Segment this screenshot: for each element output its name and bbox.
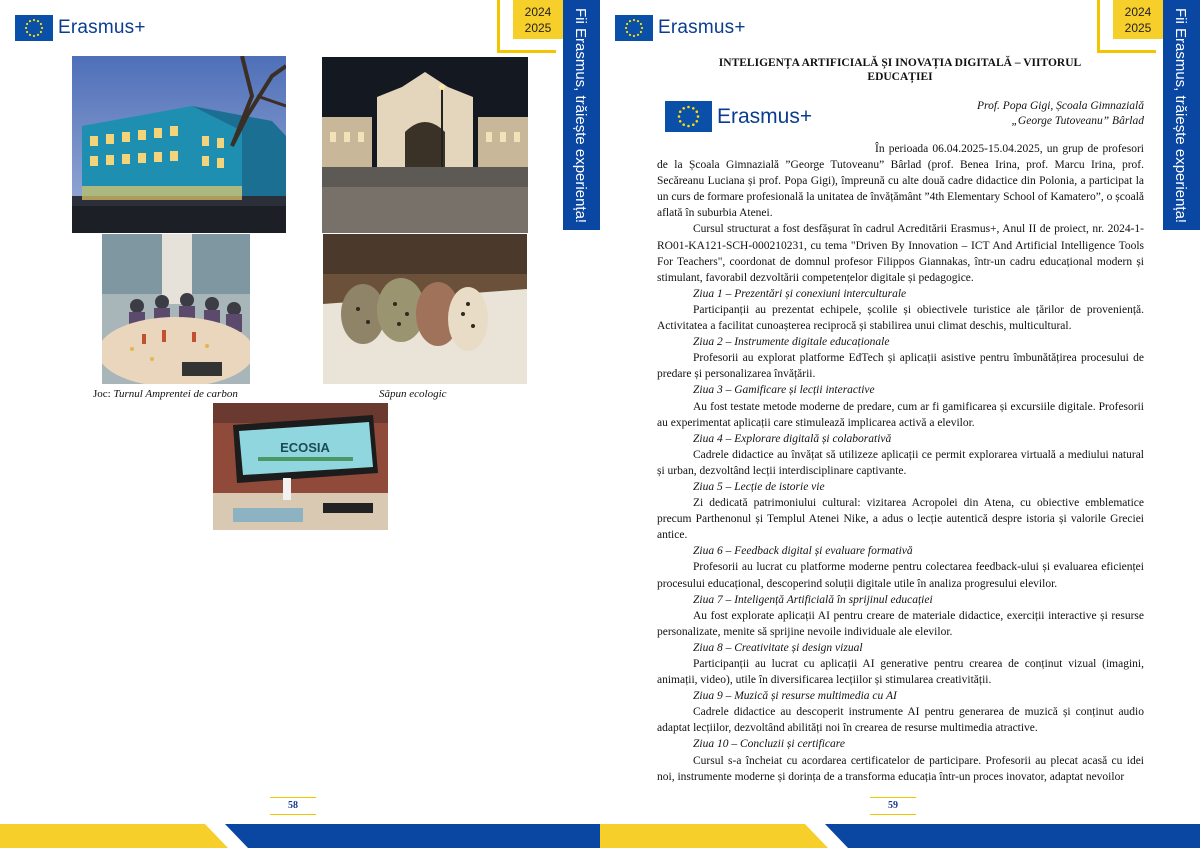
year-start: 2024 xyxy=(1124,5,1152,19)
slogan-text: Fii Erasmus, trăiește experiența! xyxy=(1172,8,1189,224)
slogan-text: Fii Erasmus, trăiește experiența! xyxy=(572,8,589,224)
photo-eco-soap xyxy=(323,234,527,384)
eu-flag-icon xyxy=(665,101,712,132)
article-body xyxy=(657,141,1144,785)
day-1-title: Ziua 1 – Prezentări și conexiuni interculturale xyxy=(693,287,907,300)
page-number-right: 59 xyxy=(870,797,916,815)
day-10-text: Cursul s-a încheiat cu acordarea certificatelor de participare. Profesorii au plecat acasă cu idei noi, instrumente moderne și dorința de a transforma educația într-un proces inovator, adaptat nevoilor xyxy=(657,754,1144,783)
author-line2: „George Tutoveanu” Bârlad xyxy=(1011,115,1144,127)
author-line1: Prof. Popa Gigi, Școala Gimnazială xyxy=(977,100,1144,112)
article-title xyxy=(690,56,1110,84)
eu-flag-icon xyxy=(615,15,653,41)
article-author xyxy=(900,99,1144,129)
caption-soap-text: Săpun ecologic xyxy=(379,388,447,400)
day-6-text: Profesorii au lucrat cu platforme moderne pentru colectarea feedback-ului și evaluarea eficienței procesului educațional, descoperind soluții digitale utile în analiza progresului elevilor. xyxy=(657,561,1144,590)
day-9-title: Ziua 9 – Muzică și resurse multimedia cu AI xyxy=(693,690,897,703)
slogan-banner xyxy=(1163,0,1200,230)
erasmus-logo xyxy=(15,15,146,41)
intro-paragraph-1: În perioada 06.04.2025-15.04.2025, un grup de profesori de la Școala Gimnazială ”George Tutoveanu” Bârlad (prof. Benea Irina, prof. Marcu Irina, prof. Secăreanu Luciana și prof. Popa Gigi), împreună cu alte două cadre didactice din Polonia, a participat la un curs de formare profesională la unitatea de învățământ ”4th Elementary School of Kamatero”, o școală aflată în suburbia Atenei. xyxy=(657,143,1144,220)
day-4-text: Cadrele didactice au învățat să utilizeze aplicații ce permit explorarea virtuală a mediului natural și urban, dezvoltând lecții interdisciplinare captivante. xyxy=(657,448,1144,477)
day-2-text: Profesorii au explorat platforme EdTech și aplicații asistive pentru îmbunătățirea procesului de predare și personalizarea învățării. xyxy=(657,352,1144,381)
article-title-line2: EDUCAȚIEI xyxy=(867,71,933,83)
day-7-title: Ziua 7 – Inteligență Artificială în sprijinul educației xyxy=(693,593,933,606)
days-list xyxy=(657,286,1144,785)
photo-triumphal-arch xyxy=(322,57,528,233)
day-6-title: Ziua 6 – Feedback digital și evaluare formativă xyxy=(693,545,913,558)
caption-game-prefix: Joc: xyxy=(93,388,114,400)
page-number-left: 58 xyxy=(270,797,316,815)
caption-game-title: Turnul Amprentei de carbon xyxy=(113,388,238,400)
article-title-line1: INTELIGENȚA ARTIFICIALĂ ȘI INOVAȚIA DIGITALĂ – VIITORUL xyxy=(718,57,1082,69)
year-badge xyxy=(513,0,563,39)
erasmus-logo-large-text: Erasmus+ xyxy=(717,104,813,128)
year-end: 2025 xyxy=(524,21,552,35)
day-8-text: Participanții au lucrat cu aplicații AI generative pentru crearea de conținut vizual (imagini, animații, video), utile în diversificarea lecțiilor și stimularea creativității. xyxy=(657,658,1144,687)
photo-workshop-game xyxy=(102,234,250,384)
day-9-text: Cadrele didactice au descoperit instrumente AI pentru generarea de muzică și conținut audio adaptat lecțiilor, dezvoltând abilități noi în crearea de resurse multimedia atractive. xyxy=(657,706,1144,735)
photo-hotel-building xyxy=(72,56,286,233)
day-4-title: Ziua 4 – Explorare digitală și colaborativă xyxy=(693,432,892,445)
intro-paragraph-2: Cursul structurat a fost desfășurat în cadrul Acreditării Erasmus+, Anul II de proiect, nr. 2024-1-RO01-KA121-SCH-000210231, cu tema "Driven By Innovation – ICT And Artificial Intelligence Tools For Teachers", coordonat de domnul profesor Filippos Giannakas, într-un cadru educațional modern și stimulant, favorabil dezvoltării competențelor digitale și pedagogice. xyxy=(657,223,1144,284)
erasmus-logo-text: Erasmus+ xyxy=(658,17,746,38)
erasmus-logo-text: Erasmus+ xyxy=(58,17,146,38)
ecosia-screen-text: ECOSIA xyxy=(280,440,330,455)
slogan-banner xyxy=(563,0,600,230)
caption-soap xyxy=(379,388,447,400)
day-7-text: Au fost explorate aplicații AI pentru creare de materiale didactice, exerciții interactive și resurse personalizate, menite să sprijine nevoile individuale ale elevilor. xyxy=(657,609,1144,638)
photo-ecosia-screen xyxy=(213,403,388,530)
erasmus-logo-large xyxy=(665,101,812,132)
erasmus-logo xyxy=(615,15,746,41)
caption-game xyxy=(93,388,238,400)
eu-flag-icon xyxy=(15,15,53,41)
year-end: 2025 xyxy=(1124,21,1152,35)
year-start: 2024 xyxy=(524,5,552,19)
day-3-title: Ziua 3 – Gamificare și lecții interactive xyxy=(693,384,875,397)
year-badge xyxy=(1113,0,1163,39)
footer-bar xyxy=(0,824,600,848)
footer-bar xyxy=(600,824,1200,848)
day-5-text: Zi dedicată patrimoniului cultural: vizitarea Acropolei din Atena, cu obiective emblematice precum Parthenonul și Templul Atenei Nike, a adus o lecție autentică despre istoria și valorile Greciei antice. xyxy=(657,497,1144,542)
day-10-title: Ziua 10 – Concluzii și certificare xyxy=(693,738,845,751)
day-1-text: Participanții au prezentat echipele, școlile și obiectivele turistice ale țărilor de proveniență. Activitatea a facilitat cunoașterea reciprocă și stabilirea unui climat deschis, multicultural. xyxy=(657,303,1144,333)
day-5-title: Ziua 5 – Lecție de istorie vie xyxy=(693,480,825,493)
day-2-title: Ziua 2 – Instrumente digitale educaționale xyxy=(693,336,890,349)
day-8-title: Ziua 8 – Creativitate și design vizual xyxy=(693,641,863,654)
day-3-text: Au fost testate metode moderne de predare, cum ar fi gamificarea și excursiile digitale. Profesorii au experimentat aplicații care stimulează implicarea activă a elevilor. xyxy=(657,400,1144,429)
